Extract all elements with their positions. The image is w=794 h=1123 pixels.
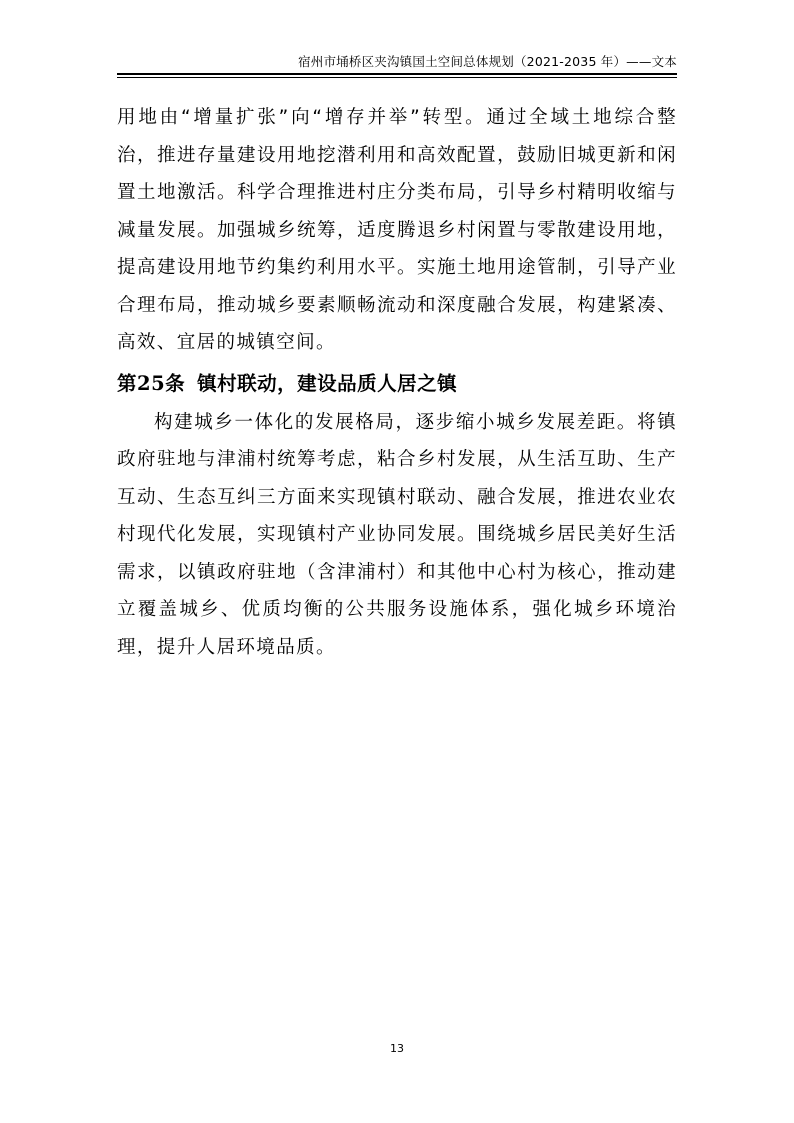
running-header: 宿州市埇桥区夹沟镇国土空间总体规划（2021-2035 年）——文本 [298, 54, 677, 69]
section-heading [117, 364, 677, 404]
header-rule-thin [117, 77, 677, 78]
document-body [117, 99, 677, 666]
page-number: 13 [390, 1042, 404, 1055]
header-rule-thick [117, 73, 677, 75]
paragraph-section-body: 构建城乡一体化的发展格局，逐步缩小城乡发展差距。将镇政府驻地与津浦村统筹考虑，粘合乡村发展，从生活互助、生产互动、生态互纠三方面来实现镇村联动、融合发展，推进农业农村现代化发展，实现镇村产业协同发展。围绕城乡居民美好生活需求，以镇政府驻地（含津浦村）和其他中心村为核心，推动建立覆盖城乡、优质均衡的公共服务设施体系，强化城乡环境治理，提升人居环境品质。 [117, 411, 677, 658]
section-number: 第25条 [117, 371, 186, 395]
paragraph-continued: 用地由“增量扩张”向“增存并举”转型。通过全域土地综合整治，推进存量建设用地挖潜利用和高效配置，鼓励旧城更新和闲置土地激活。科学合理推进村庄分类布局，引导乡村精明收缩与减量发展。加强城乡统筹，适度腾退乡村闲置与零散建设用地，提高建设用地节约集约利用水平。实施土地用途管制，引导产业合理布局，推动城乡要素顺畅流动和深度融合发展，构建紧凑、高效、宜居的城镇空间。 [117, 107, 677, 353]
section-title: 镇村联动，建设品质人居之镇 [197, 371, 458, 395]
